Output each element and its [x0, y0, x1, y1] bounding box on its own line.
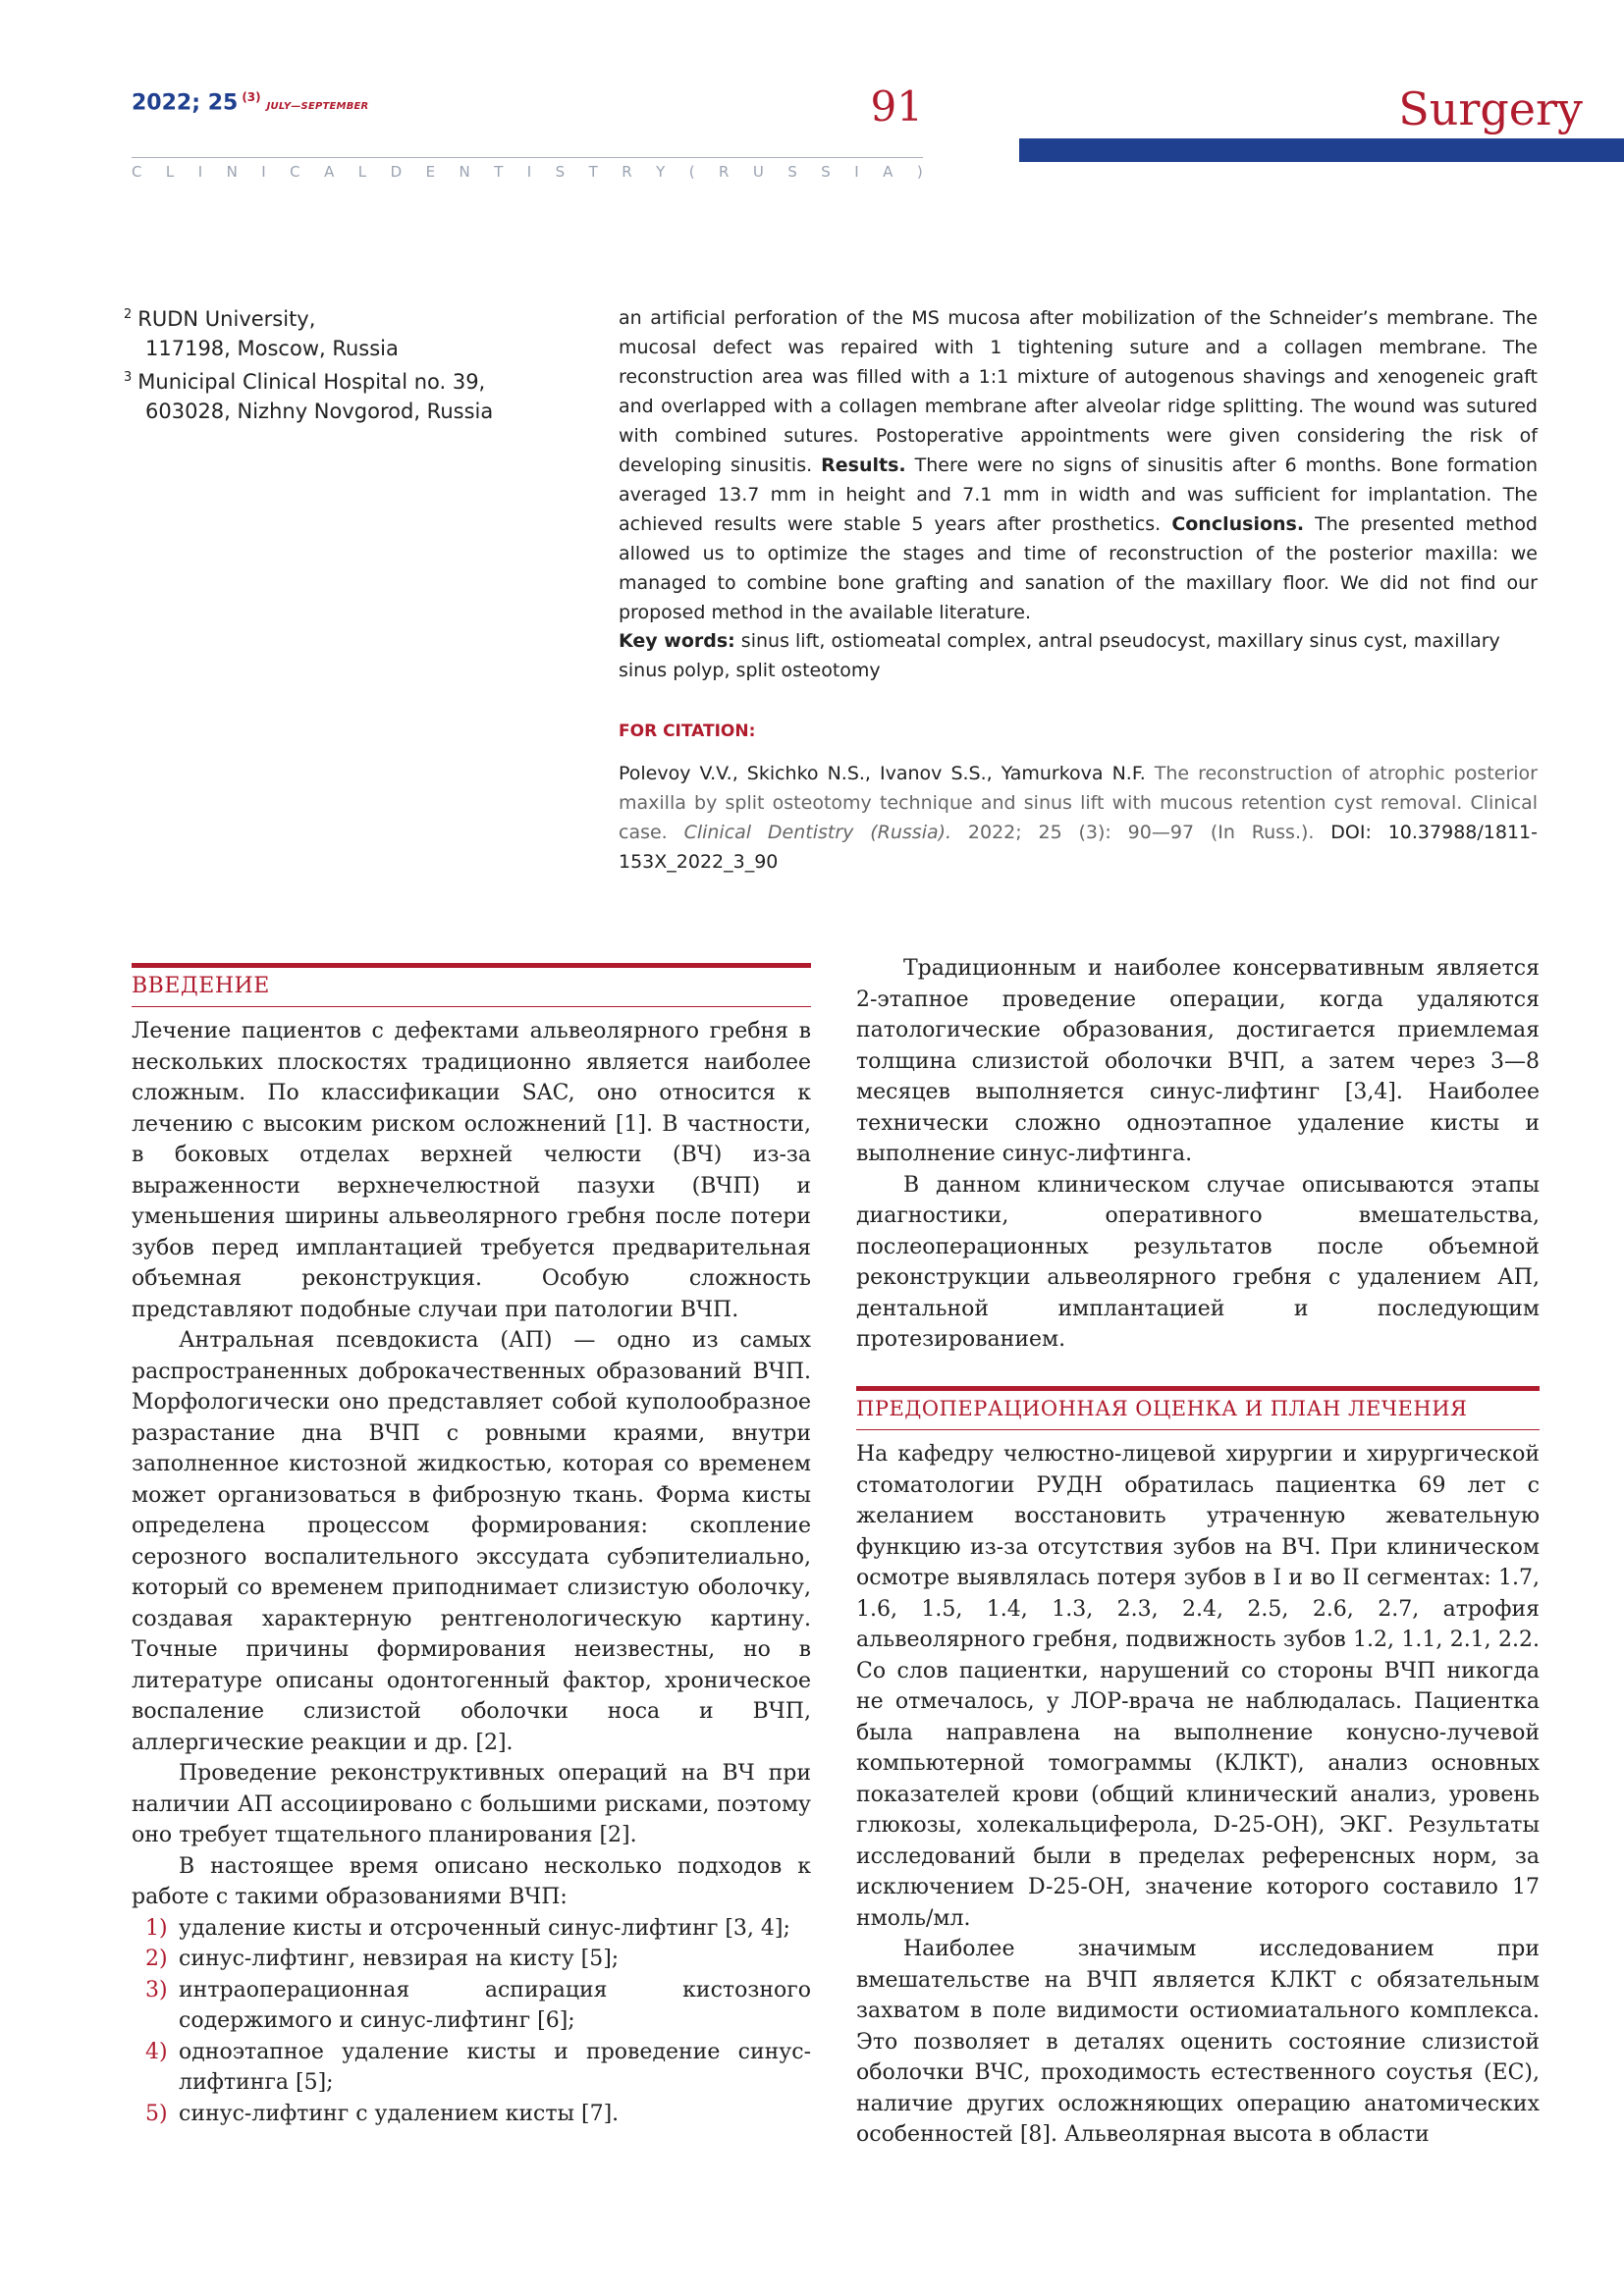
- affiliation-3-address: 603028, Nizhny Novgorod, Russia: [145, 400, 494, 423]
- left-column-text: [132, 1016, 811, 2129]
- issue-label: [132, 90, 368, 115]
- journal-letter: C: [132, 163, 142, 181]
- section-underline-intro: [132, 1006, 811, 1007]
- journal-letter: I: [854, 163, 859, 181]
- right-paragraph-2: В данном клиническом случае описываются этапы диагностики, оперативного вмешательства, послеоперационных результатов после объемной реконструкции альвеолярного гребня с удалением АП, дентальной имплантацией и последующим протезированием.: [856, 1172, 1540, 1352]
- journal-letter: D: [390, 163, 403, 181]
- list-item: 2) синус-лифтинг, невзирая на кисту [5];: [145, 1947, 620, 1971]
- journal-letter: R: [719, 163, 730, 181]
- citation-doi[interactable]: DOI: 10.37988/1811-153X_2022_3_90: [619, 822, 1538, 873]
- citation-journal: Clinical Dentistry (Russia).: [683, 822, 952, 843]
- page-number: 91: [870, 82, 923, 131]
- list-item: 5) синус-лифтинг с удалением кисты [7].: [145, 2101, 620, 2126]
- citation-details: 2022; 25 (3): 90—97 (In Russ.).: [951, 822, 1331, 843]
- right-paragraph-1: Традиционным и наиболее консервативным является 2-этапное проведение операции, когда удаляются патологические образования, достигается приемлемая толщина слизистой оболочки ВЧП, а затем через 3—8 месяцев выполняется синус-лифтинг [3,4]. Наиболее технически сложно одноэтапное удаление кисты и выполнение синус-лифтинга.: [856, 956, 1540, 1166]
- right-column-top-text: [856, 953, 1540, 1356]
- journal-letter: T: [494, 163, 504, 181]
- intro-paragraph-1: Лечение пациентов с дефектами альвеолярного гребня в нескольких плоскостях традиционно является наиболее сложным. По классификации SAC, оно относится к лечению с высоким риском осложнений [1]. В частности, в боковых отделах верхней челюсти (ВЧ) из-за выраженности верхнечелюстной пазухи (ВЧП) и уменьшения ширины альвеолярного гребня после потери зубов перед имплантацией требуется предварительная объемная реконструкция. Особую сложность представляют подобные случаи при патологии ВЧП.: [132, 1019, 811, 1322]
- preop-paragraph-1: На кафедру челюстно-лицевой хирургии и хирургической стоматологии РУДН обратилась пациентка 69 лет с желанием восстановить утраченную жевательную функцию из-за отсутствия зубов на ВЧ. При клиническом осмотре выявлялась потеря зубов в I и во II сегментах: 1.7, 1.6, 1.5, 1.4, 1.3, 2.3, 2.4, 2.5, 2.6, 2.7, атрофия альвеолярного гребня, подвижность зубов 1.2, 1.1, 2.1, 2.2. Со слов пациентки, нарушений со стороны ВЧП никогда не отмечалось, у ЛОР-врача не наблюдалась. Пациентка была направлена на выполнение конусно-лучевой компьютерной томограммы (КЛКТ), анализ основных показателей крови (общий клинический анализ, уровень глюкозы, холекальциферола, D-25-OH), ЭКГ. Результаты исследований были в пределах референсных норм, за исключением D-25-OH, значение которого составило 17 нмоль/мл.: [856, 1442, 1540, 1931]
- journal-letter: R: [622, 163, 632, 181]
- journal-letter: S: [787, 163, 797, 181]
- journal-name: [132, 163, 923, 181]
- list-item: 3) интраоперационная аспирация кистозного содержимого и синус-лифтинг [6];: [145, 1977, 811, 2033]
- intro-paragraph-4: В настоящее время описано несколько подходов к работе с такими образованиями ВЧП:: [132, 1853, 811, 1909]
- journal-letter: I: [197, 163, 203, 181]
- issue-months: JULY—SEPTEMBER: [266, 101, 369, 113]
- citation-title: The reconstruction of atrophic posterior maxilla by split osteotomy technique and sinus lift with mucous retention cyst removal. Clinical case.: [619, 763, 1538, 843]
- affiliations: [124, 300, 556, 426]
- affiliation-3: $^3$ Municipal Clinical Hospital no. 39,: [124, 370, 486, 394]
- section-rule-preop: [856, 1386, 1540, 1391]
- section-heading-preop: ПРЕДОПЕРАЦИОННАЯ ОЦЕНКА И ПЛАН ЛЕЧЕНИЯ: [856, 1397, 1468, 1420]
- right-column-text: [856, 1439, 1540, 2151]
- conclusions-label: Conclusions.: [1171, 513, 1305, 535]
- citation-authors: Polevoy V.V., Skichko N.S., Ivanov S.S., Yamurkova N.F.: [619, 763, 1146, 784]
- issue-number: (3): [242, 90, 261, 104]
- keywords-list: sinus lift, ostiomeatal complex, antral pseudocyst, maxillary sinus cyst, maxillary sinus polyp, split osteotomy: [619, 630, 1500, 681]
- affiliation-2-address: 117198, Moscow, Russia: [145, 337, 399, 360]
- journal-letter: A: [883, 163, 893, 181]
- journal-letter: L: [165, 163, 175, 181]
- journal-letter: I: [261, 163, 266, 181]
- issue-volume: 2022; 25: [132, 90, 239, 116]
- keywords: [619, 626, 1538, 685]
- intro-paragraph-2: Антральная псевдокиста (АП) — одно из самых распространенных доброкачественных образований ВЧП. Морфологически оно представляет собой куполообразное разрастание дна ВЧП с ровными краями, внутри заполненное кистозной жидкостью, которая со временем может организоваться в фиброзную ткань. Форма кисты определена процессом формирования: скопление серозного воспалительного экссудата субэпителиально, который со временем приподнимает слизистую оболочку, создавая характерную рентгенологическую картину. Точные причины формирования неизвестны, но в литературе описаны одонтогенный фактор, хроническое воспаление слизистой оболочки носа и ВЧП, аллергические реакции и др. [2].: [132, 1328, 811, 1755]
- journal-letter: I: [526, 163, 532, 181]
- journal-letter: T: [588, 163, 598, 181]
- affiliation-2: $^2$ RUDN University,: [124, 307, 316, 331]
- results-label: Results.: [821, 454, 906, 476]
- journal-letter: L: [357, 163, 367, 181]
- section-rule-intro: [132, 963, 811, 968]
- journal-letter: S: [821, 163, 831, 181]
- journal-letter: (: [688, 163, 695, 181]
- abstract-text: an artificial perforation of the MS mucosa after mobilization of the Schneider’s membrane. The mucosal defect was repaired with 1 tightening suture and a collagen membrane. The reconstruction area was filled with a 1:1 mixture of autogenous shavings and xenogeneic graft and overlapped with a collagen membrane after alveolar ridge splitting. The wound was sutured with combined sutures. Postoperative appointments were given considering the risk of developing sinusitis. Results. There were no signs of sinusitis after 6 months. Bone formation averaged 13.7 mm in height and 7.1 mm in width and was sufficient for implantation. The achieved results were stable 5 years after prosthetics. Conclusions. The presented method allowed us to optimize the stages and time of reconstruction of the posterior maxilla: we managed to combine bone grafting and sanation of the maxillary floor. We did not find our proposed method in the available literature.: [619, 307, 1539, 623]
- list-item: 1) удаление кисты и отсроченный синус-лифтинг [3, 4];: [145, 1915, 790, 1941]
- citation-text: [619, 759, 1538, 877]
- journal-letter: ): [916, 163, 923, 181]
- journal-letter: U: [752, 163, 764, 181]
- approaches-list: [132, 1913, 811, 2130]
- section-heading-intro: ВВЕДЕНИЕ: [132, 974, 270, 998]
- intro-paragraph-3: Проведение реконструктивных операций на ВЧ при наличии АП ассоциировано с большими рисками, поэтому оно требует тщательного планирования [2].: [132, 1761, 811, 1847]
- header-rule: [132, 157, 923, 158]
- journal-letter: A: [324, 163, 335, 181]
- journal-letter: N: [459, 163, 470, 181]
- section-color-bar: [1019, 138, 1624, 162]
- list-item: 4) одноэтапное удаление кисты и проведение синус-лифтинга [5];: [145, 2039, 811, 2095]
- journal-letter: N: [226, 163, 238, 181]
- journal-letter: E: [425, 163, 436, 181]
- section-underline-preop: [856, 1429, 1540, 1430]
- journal-letter: Y: [656, 163, 666, 181]
- journal-letter: S: [555, 163, 566, 181]
- preop-paragraph-2: Наиболее значимым исследованием при вмешательстве на ВЧП является КЛКТ с обязательным захватом в поле видимости остиомиатального комплекса. Это позволяет в деталях оценить состояние слизистой оболочки ВЧС, проходимость естественного соустья (ЕС), наличие других осложняющих операцию анатомических особенностей [8]. Альвеолярная высота в области: [856, 1937, 1540, 2147]
- journal-letter: C: [290, 163, 300, 181]
- keywords-label: Key words:: [619, 630, 735, 652]
- section-title: Surgery: [1398, 82, 1583, 135]
- citation-label: FOR CITATION:: [619, 721, 756, 741]
